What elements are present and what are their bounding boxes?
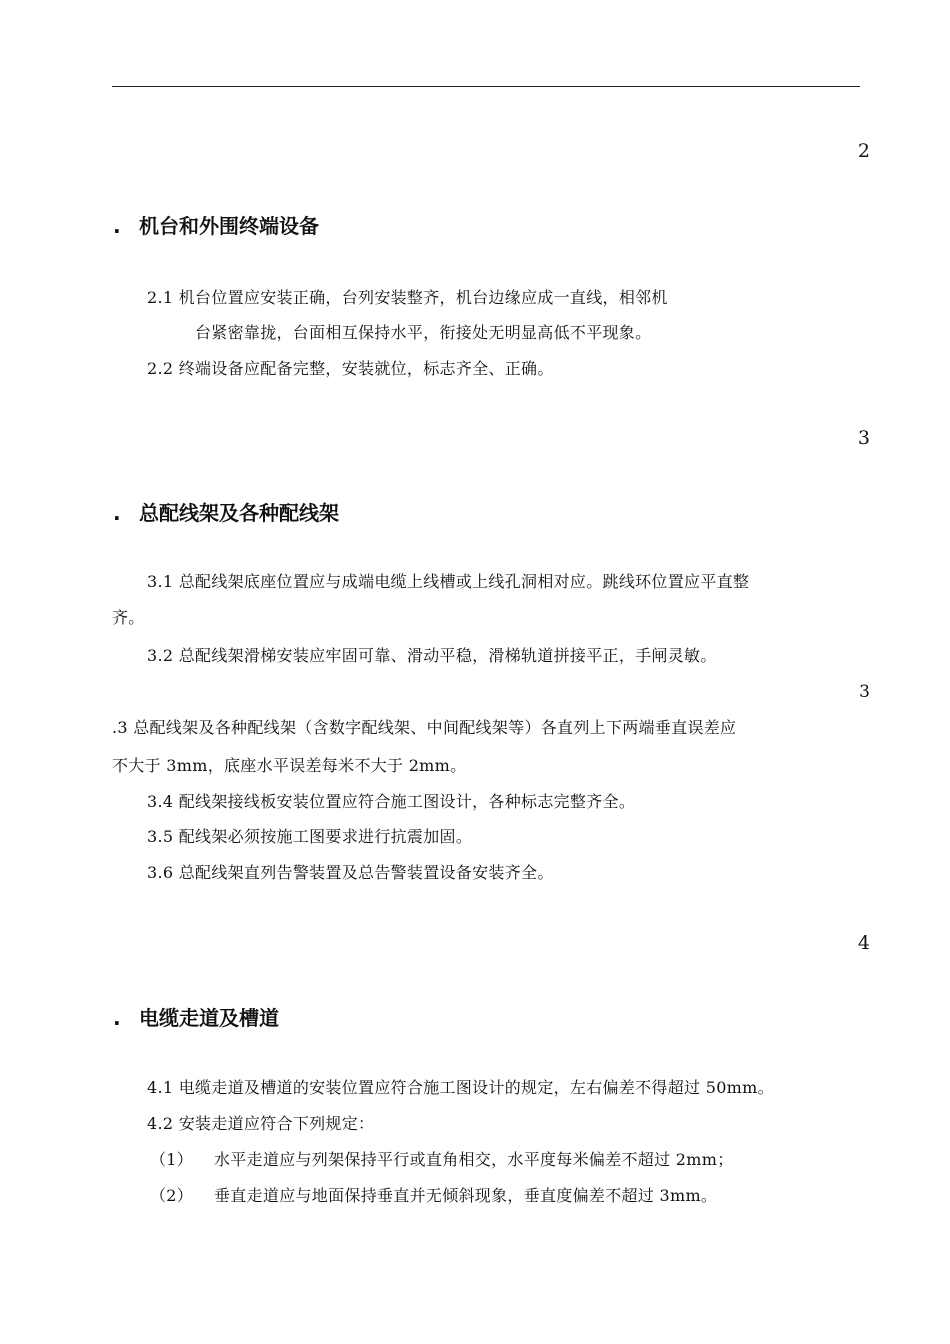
paragraph: 3.6 总配线架直列告警装置及总告警装置设备安装齐全。	[147, 863, 554, 882]
paragraph: 2.1 机台位置应安装正确，台列安装整齐，机台边缘应成一直线，相邻机	[147, 288, 668, 307]
section-heading	[113, 214, 319, 238]
section-heading	[113, 501, 339, 525]
paragraph: 不大于 3mm，底座水平误差每米不大于 2mm。	[112, 756, 467, 775]
paragraph: 2.2 终端设备应配备完整，安装就位，标志齐全、正确。	[147, 359, 554, 378]
heading-title: 机台和外围终端设备	[139, 214, 319, 238]
paragraph: .3 总配线架及各种配线架（含数字配线架、中间配线架等）各直列上下两端垂直误差应	[112, 718, 737, 737]
list-item: 水平走道应与列架保持平行或直角相交，水平度每米偏差不超过 2mm；	[214, 1150, 734, 1169]
paragraph: 3.4 配线架接线板安装位置应符合施工图设计，各种标志完整齐全。	[147, 792, 636, 811]
heading-title: 总配线架及各种配线架	[139, 501, 339, 525]
paragraph: 3.1 总配线架底座位置应与成端电缆上线槽或上线孔洞相对应。跳线环位置应平直整	[147, 572, 750, 591]
heading-title: 电缆走道及槽道	[139, 1006, 279, 1030]
section-number: 3	[857, 427, 870, 449]
paragraph: 台紧密靠拢，台面相互保持水平，衔接处无明显高低不平现象。	[195, 323, 652, 342]
list-label: （1）	[150, 1150, 194, 1169]
paragraph: 3.5 配线架必须按施工图要求进行抗震加固。	[147, 827, 473, 846]
paragraph: 4.1 电缆走道及槽道的安装位置应符合施工图设计的规定，左右偏差不得超过 50mm。	[147, 1078, 774, 1097]
paragraph: 4.2 安装走道应符合下列规定：	[147, 1114, 375, 1133]
item-prefix: 3	[859, 682, 870, 702]
list-label: （2）	[150, 1186, 194, 1205]
section-number: 2	[857, 140, 870, 162]
paragraph: 齐。	[112, 608, 145, 627]
section-number: 4	[857, 932, 870, 954]
heading-dot: .	[113, 214, 121, 238]
section-heading	[113, 1006, 279, 1030]
header-rule	[112, 86, 860, 87]
paragraph: 3.2 总配线架滑梯安装应牢固可靠、滑动平稳，滑梯轨道拼接平正，手闸灵敏。	[147, 646, 717, 665]
list-item: 垂直走道应与地面保持垂直并无倾斜现象，垂直度偏差不超过 3mm。	[214, 1186, 718, 1205]
heading-dot: .	[113, 1006, 121, 1030]
heading-dot: .	[113, 501, 121, 525]
